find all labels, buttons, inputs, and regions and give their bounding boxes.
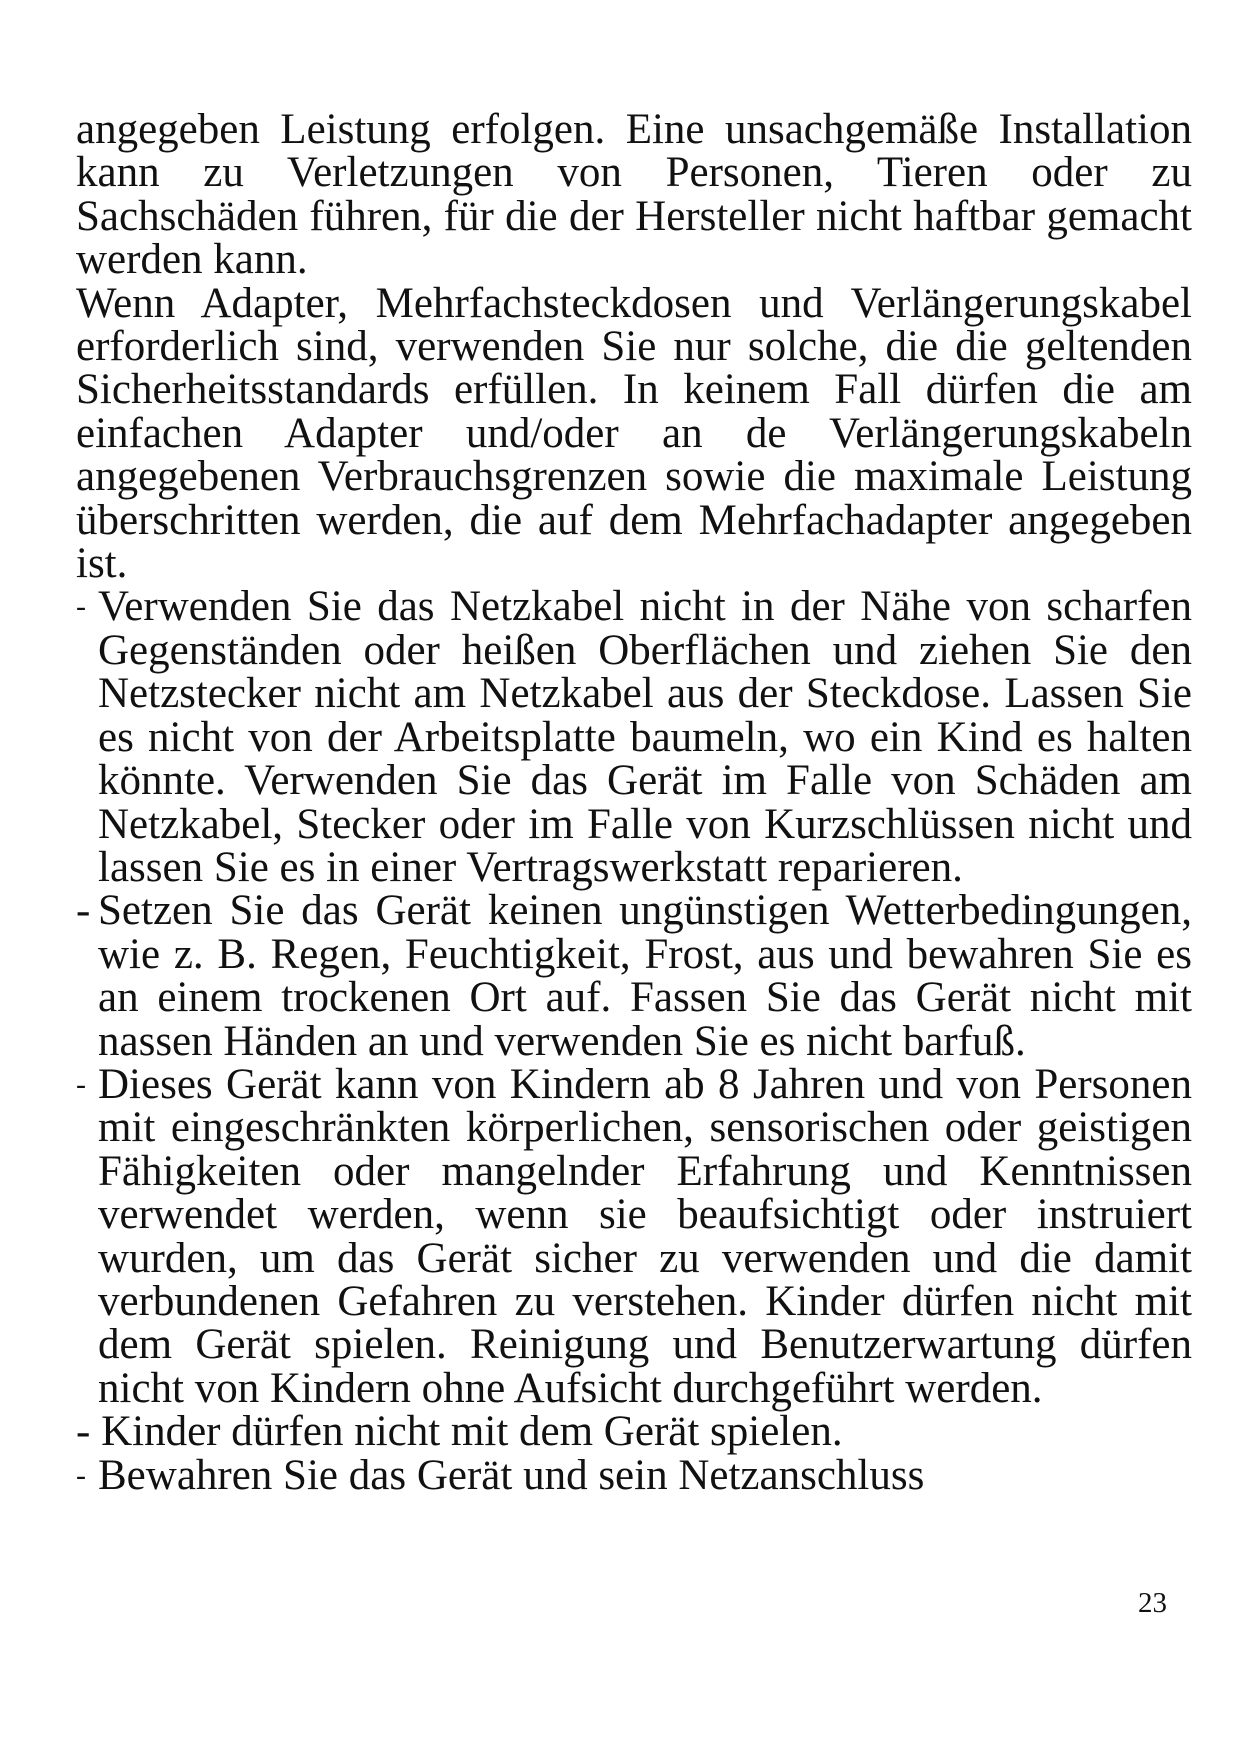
bullet-text: Bewahren Sie das Gerät und sein Netzanschluss xyxy=(98,1451,925,1499)
bullet-text: Verwenden Sie das Netzkabel nicht in der Nähe von scharfen Gegenständen oder heißen Oberflächen und ziehen Sie den Netzstecker nicht am Netzkabel aus der Steckdose. Lassen Sie es nicht von der Arbeitsplatte baumeln, wo ein Kind es halten könnte. Verwenden Sie das Gerät im Falle von Schäden am Netzkabel, Stecker oder im Falle von Kurzschlüssen nicht und lassen Sie es in einer Vertragswerkstatt reparieren. xyxy=(98,583,1192,891)
bullet-text: Setzen Sie das Gerät keinen ungünstigen Wetterbedingungen, wie z. B. Regen, Feuchtigkeit, Frost, aus und bewahren Sie es an einem trockenen Ort auf. Fassen Sie das Gerät nicht mit nassen Händen an und verwenden Sie es nicht barfuß. xyxy=(98,887,1192,1065)
bullet-children-supervision xyxy=(76,1060,1192,1412)
paragraph-installation: angegeben Leistung erfolgen. Eine unsachgemäße Installation kann zu Verletzungen von Personen, Tieren oder zu Sachschäden führen, für die der Hersteller nicht haftbar gemacht werden kann. xyxy=(76,106,1192,284)
paragraph-adapters: Wenn Adapter, Mehrfachsteckdosen und Verlängerungskabel erforderlich sind, verwenden Sie nur solche, die die geltenden Sicherheitsstandards erfüllen. In keinem Fall dürfen die am einfachen Adapter und/oder an de Verlängerungskabeln angegebenen Verbrauchsgrenzen sowie die maximale Leistung überschritten werden, die auf dem Mehrfachadapter angegeben ist. xyxy=(76,279,1192,588)
bullet-text: Dieses Gerät kann von Kindern ab 8 Jahren und von Personen mit eingeschränkten körperlichen, sensorischen oder geistigen Fähigkeiten oder mangelnder Erfahrung und Kenntnissen verwendet werden, wenn sie beaufsichtigt oder instruiert wurden, um das Gerät sicher zu verwenden und die damit verbundenen Gefahren zu verstehen. Kinder dürfen nicht mit dem Gerät spielen. Reinigung und Benutzerwartung dürfen nicht von Kindern ohne Aufsicht durchgeführt werden. xyxy=(98,1060,1192,1412)
body-text xyxy=(76,108,1192,1497)
bullet-marker: - xyxy=(76,887,91,935)
bullet-marker: - xyxy=(76,590,86,624)
page-number: 23 xyxy=(1138,1587,1167,1619)
bullet-marker: - xyxy=(76,1458,86,1492)
safety-bullet-list xyxy=(76,585,1192,1497)
bullet-text: - Kinder dürfen nicht mit dem Gerät spielen. xyxy=(76,1408,843,1456)
bullet-power-cord xyxy=(76,585,1192,889)
bullet-marker: - xyxy=(76,1067,86,1101)
bullet-storage xyxy=(76,1451,1192,1499)
bullet-weather xyxy=(76,889,1192,1063)
bullet-children-play xyxy=(76,1408,1192,1456)
